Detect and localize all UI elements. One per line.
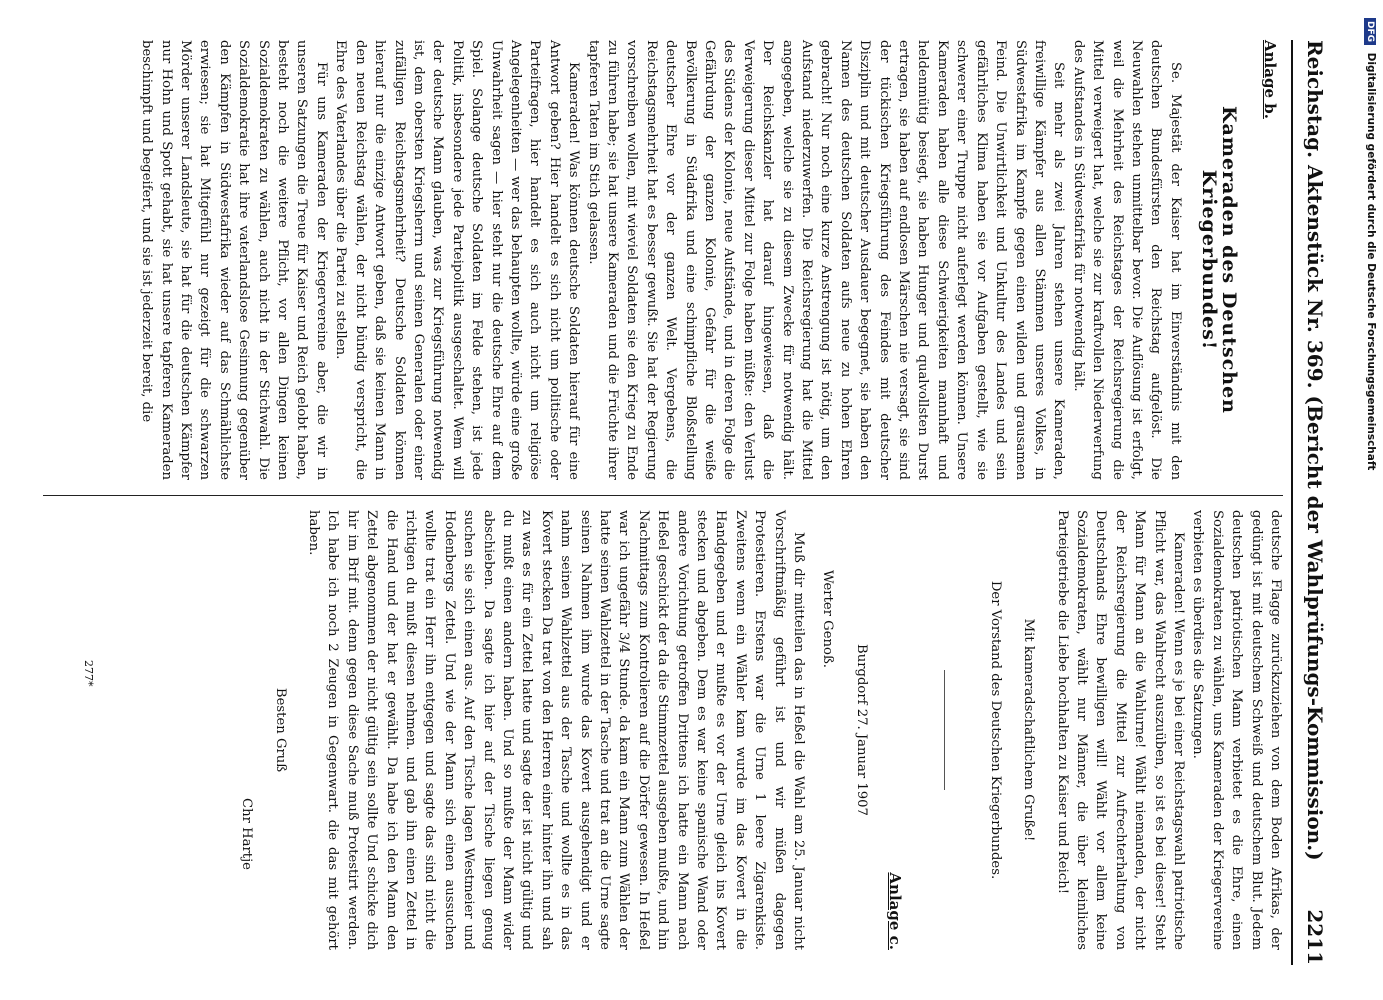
annex-label-c: Anlage c. bbox=[886, 872, 905, 950]
side-note-text bbox=[1364, 18, 1377, 470]
paragraph: deutsche Flagge zurückzuziehen von dem Boden Afrikas, der gedüngt ist mit deutschem Schweiß und deutschem Blut. Jedem deutschen patriotischen Mann verbietet es die Ehre, einen Sozialdemokraten zu wählen, uns Kameraden der Kriegervereine verbieten es überdies die Satzungen. bbox=[1190, 510, 1283, 950]
annex-label-b: Anlage b. bbox=[1261, 40, 1279, 119]
paragraph: Se. Majestät der Kaiser hat im Einverständnis mit den deutschen Bundesfürsten den Reichstag aufgelöst. Die Neuwahlen stehen unmittelbar bevor. Die Auflösung ist erfolgt, weil die Mehrheit des Reichstages der Reichsregierung die Mittel verweigert hat, welche sie zur kraftvollen Niederwerfung des Aufstandes in Südwestafrika für notwendig hält. bbox=[1070, 40, 1183, 480]
paragraph: Seit mehr als zwei Jahren stehen unsere Kameraden, freiwillige Kämpfer aus allen Stämmen unseres Volkes, in Südwestafrika im Kampfe gegen einen wilden und grausamen Feind. Die Unwirtlichkeit und Unkultur des Landes und sein gefährliches Klima haben sie vor Aufgaben gestellt, wie sie schwerer einer Truppe nicht auferlegt werden können. Unsere Kameraden haben alle diese Schwierigkeiten mannhaft und heldenmütig besiegt, sie haben Hunger und qualvollsten Durst ertragen, sie haben auf endlosen Märschen nie versagt, sie sind der tückischen Kriegsführung des Feindes mit deutscher Disziplin und mit deutscher Ausdauer begegnet, sie haben den Namen des deutschen Soldaten aufs neue zu hohen Ehren gebracht! Nur noch eine kurze Anstrengung ist nötig, um den Aufstand niederzuwerfen. Die Reichsregierung hat die Mittel angegeben, welche sie zu diesem Zwecke für notwendig hält. Der Reichskanzler hat darauf hingewiesen, daß die Verweigerung dieser Mittel zur Folge haben müßte: den Verlust des Südens der Kolonie, neue Aufstände, und in deren Folge die Gefährdung der ganzen Kolonie, Gefahr für die weiße Bevölkerung in Südafrika und eine schimpfliche Bloßstellung deutscher Ehre vor der ganzen Welt. Vergebens, die Reichstagsmehrheit hat es besser gewußt. Sie hat der Regierung vorschreiben wollen, mit wieviel Soldaten sie den Krieg zu Ende zu führen habe; sie hat unsere Kameraden und die Früchte ihrer tapferen Taten im Stich gelassen. bbox=[585, 40, 1067, 480]
left-column bbox=[137, 40, 1285, 480]
side-note bbox=[1347, 10, 1375, 990]
separator-rule bbox=[944, 670, 945, 790]
paragraph: Kameraden! Was können deutsche Soldaten hierauf für eine Antwort geben? Hier handelt es sich nicht um politische oder Parteifragen, hier handelt es sich auch nicht um religiöse Angelegenheiten — wer das behaupten wollte, würde eine große Unwahrheit sagen — hier steht nur die deutsche Ehre auf dem Spiel. Solange deutsche Soldaten im Felde stehen, ist jede Politik, insbesondere jede Parteipolitik ausgeschaltet. Wem will der deutsche Mann glauben, was zur Kriegsführung notwendig ist, dem obersten Kriegsherrn und seinen Generalen oder einer zufälligen Reichstagsmehrheit? Deutsche Soldaten können hierauf nur die einzige Antwort geben, daß sie keinen Mann in den neuen Reichstag wählen, der nicht bündig verspricht, die Ehre des Vaterlandes über die Partei zu stellen. bbox=[333, 40, 582, 480]
paragraph: Für uns Kameraden der Kriegervereine aber, die wir in unseren Satzungen die Treue für Kaiser und Reich gelobt haben, besteht noch die weitere Pflicht, vor allen Dingen keinen Sozialdemokraten zu wählen, auch nicht in der Stichwahl. Die Sozialdemokratie hat ihre vaterlandslose Gesinnung gegenüber den Kämpfen in Südwestafrika wieder auf das Schmählichste erwiesen; sie hat Mitgefühl nur gezeigt für die schwarzen Mörder unserer Landsleute, sie hat für die deutschen Kämpfer nur Hohn und Spott gehabt, sie hat unsere tapferen Kameraden beschimpft und begeifert, und sie ist jederzeit bereit, die bbox=[139, 40, 329, 480]
greeting: Mit kameradschaftlichem Gruße! bbox=[1021, 618, 1037, 842]
page-number: 2211 bbox=[1303, 909, 1327, 965]
place-date: Burgdorf 27. Januar 1907 bbox=[853, 644, 869, 816]
salutation: Werter Genoß. bbox=[820, 570, 836, 668]
signature-line: Der Vorstand des Deutschen Kriegerbundes. bbox=[987, 580, 1003, 880]
page-header bbox=[1291, 40, 1333, 965]
rotated-page-content bbox=[25, 40, 1345, 965]
dfg-logo: DFG bbox=[1364, 18, 1376, 45]
page-title: Reichstag. Aktenstück Nr. 369. (Bericht der Wahlprüfungs-Kommission.) bbox=[1303, 40, 1327, 861]
right-column bbox=[237, 510, 1285, 950]
letter-paragraph: Muß dir mitteilen das in Heßel die Wahl am 25. Januar nicht Vorschriftmäßig geführt ist und wir müßen dagegen Protestieren. Erstens war die Urne 1 leere Zigarenkiste. Zweitens wenn ein Wähler kam wurde im das Kovert in die Handgegeben und er mußte es vor der Urne gleich ins Kovert stecken und abgeben. Dem es war keine spanische Wand oder andere Vorichtung getroffen Drittens ich hatte ein Mann nach Heßel geschickt der da die Stimmzettel ausgeben mußte, und hin Nachmittags zum Kontrolieren auf die Dörfer gewesen. In Heßel war ich ungefähr 3/4 Stunde. da kam ein Mann zum Wählen der hatte seinen Wahlzettel in der Tasche und trat an die Urne sagte seinen Nahmen ihm wurde das Kovert ausgehendigt und er nahm seinen Wahlzettel aus der Tasche und wollte es in das Kovert stecken Da trat von den Herren einer hinter ihn und sah zu was es für ein Zettel hatte und sagte der ist nicht gültig und du mußt einen andern haben. Und so mußte der Mann wider abschieben. Da sagte ich hier auf der Tische liegen genug suchen sie sich einen aus. Auf den Tische lagen Westmeier und Hodenbergs Zettel. Und wie der Mann sich einen aussuchen wollte trat ein Herr ihn entgegen und sagte das sind nicht die richtigen du mußt diesen nehmen. und gab ihn einen Zettel in die Hand und der hat er gewählt. Da habe ich den Mann den Zettel abgenommen der nicht gültig sein sollte Und schicke dich hir im Brif mit. denn gegen diese Sache muß Protestirt werden. Ich habe ich noch 2 Zeugen in Gegenwart. die das mit gehört haben. bbox=[305, 510, 807, 950]
side-note-label: Digitalisierung gefördert durch die Deutsche Forschungsgemeinschaft bbox=[1365, 52, 1377, 471]
appeal-heading: Kameraden des Deutschen Kriegerbundes! bbox=[1198, 106, 1240, 414]
closing: Besten Gruß bbox=[272, 687, 288, 773]
paragraph: Kameraden! Wenn es je bei einer Reichstagswahl patriotische Pflicht war, das Wahlrecht auszuüben, so ist es bei dieser! Steht Mann für Mann an die Wahlurne! Wählt niemanden, der nicht der Reichsregierung die Mittel zur Aufrechterhaltung von Deutschlands Ehre bewilligen will! Wählt vor allem keine Sozialdemokraten, wählt nur Männer, die über kleinliches Parteigetriebe die Liebe hochhalten zu Kaiser und Reich! bbox=[1054, 510, 1186, 950]
letter-signature: Chr Hartje bbox=[239, 798, 255, 870]
column-divider bbox=[43, 495, 1283, 496]
footer-mark: 277* bbox=[82, 660, 95, 687]
